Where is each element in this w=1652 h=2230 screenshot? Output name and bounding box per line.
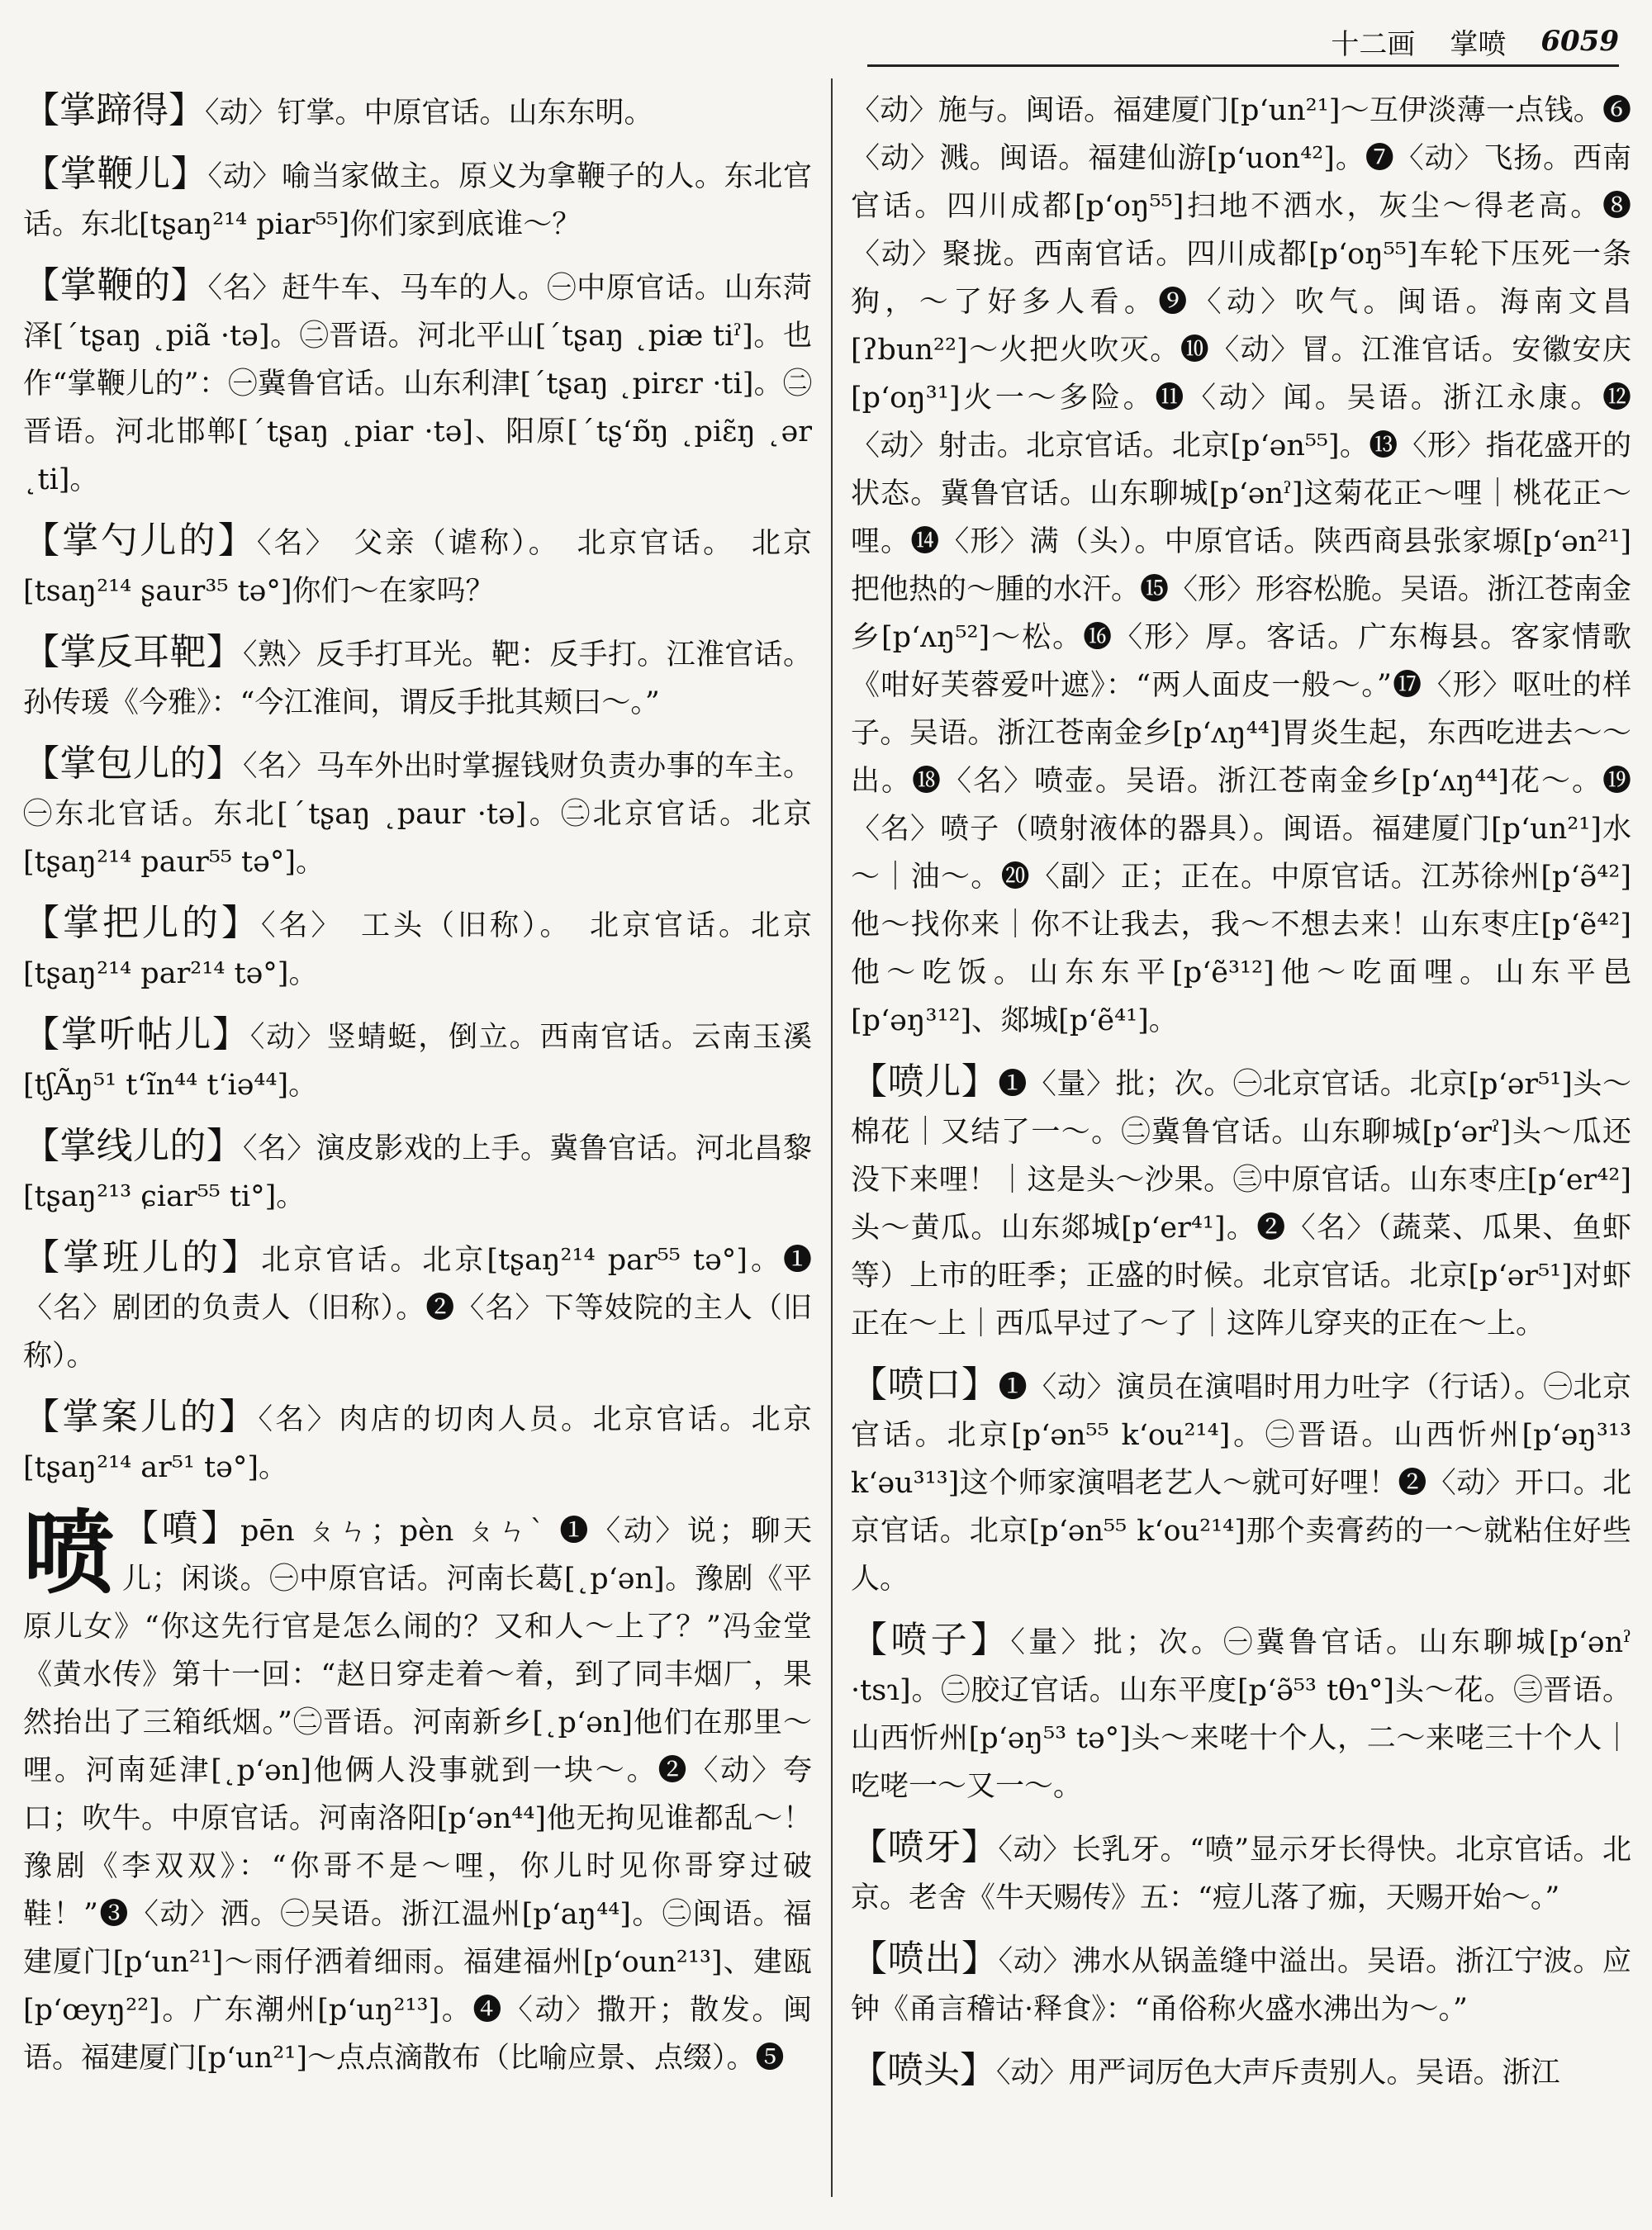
entry-body: 〈量〉批；次。㊀冀鲁官话。山东聊城[p‘ənˀ ·tsɿ]。㊁胶辽官话。山东平度[p‘ə̃⁵³ tθɿ°]头～花。㊂晋语。山西忻州[p‘əŋ⁵³ tə°]头～来咾十个人，二～来咾三十个人｜吃咾一～又一～。 bbox=[851, 1626, 1631, 1803]
entry-body: 〈动〉长乳牙。“喷”显示牙长得快。北京官话。北京。老舍《牛天赐传》五：“痘儿落了痂，天赐开始～。” bbox=[851, 1834, 1631, 1914]
dictionary-entry bbox=[23, 1122, 812, 1221]
entry-body: 〈动〉用严词厉色大声斥责别人。吴语。浙江 bbox=[996, 2057, 1560, 2090]
dictionary-entry bbox=[851, 1361, 1631, 1603]
dictionary-entry bbox=[23, 517, 812, 615]
entry-body: 〈名〉 工头（旧称）。 北京官话。北京[tʂaŋ²¹⁴ par²¹⁴ tə°]。 bbox=[23, 909, 812, 990]
entry-body: 〈熟〉反手打耳光。靶：反手打。江淮官话。孙传瑗《今雅》：“今江淮间，谓反手批其颊曰～。” bbox=[23, 638, 812, 719]
entry-headword: 【喷头】 bbox=[851, 2049, 996, 2091]
traditional-form: 【噴】 bbox=[122, 1507, 240, 1549]
entry-body: 〈动〉竖蜻蜓，倒立。西南官话。云南玉溪[tʃÃŋ⁵¹ t‘ĩn⁴⁴ t‘iə⁴⁴]。 bbox=[23, 1021, 812, 1102]
dictionary-entry bbox=[851, 1935, 1631, 2033]
left-column bbox=[23, 87, 812, 2213]
entry-headword: 【掌听帖儿】 bbox=[23, 1013, 250, 1056]
entry-headword: 【掌把儿的】 bbox=[23, 902, 261, 944]
entry-body: 〈动〉钉掌。中原官话。山东东明。 bbox=[205, 97, 653, 130]
section-label: 十二画 bbox=[1331, 27, 1416, 61]
entry-headword: 【喷子】 bbox=[851, 1619, 1011, 1661]
entry-headword: 【喷牙】 bbox=[851, 1826, 999, 1868]
entry-body: 〈动〉喻当家做主。原义为拿鞭子的人。东北官话。东北[tʂaŋ²¹⁴ piar⁵⁵]你们家到底谁～？ bbox=[23, 160, 812, 241]
header-chars: 掌喷 bbox=[1450, 27, 1507, 61]
entry-body: 〈名〉赶牛车、马车的人。㊀中原官话。山东菏泽[ˊtʂaŋ ˛piã ·tə]。㊁晋语。河北平山[ˊtʂaŋ ˛piæ tiˀ]。也作“掌鞭儿的”：㊀冀鲁官话。山东利津[ˊtʂaŋ ˛pirɛr ·ti]。㊁晋语。河北邯郸[ˊtʂaŋ ˛piar ·tə]、阳原[ˊtʂ‘ɒ̃ŋ ˛piɛ̃ŋ ˛ər ˛ti]。 bbox=[23, 272, 812, 496]
right-column bbox=[851, 87, 1631, 2213]
entry-headword: 【掌包儿的】 bbox=[23, 743, 244, 785]
dictionary-entry bbox=[851, 1616, 1631, 1810]
entry-body: pēn ㄆㄣ；pèn ㄆㄣˋ ❶〈动〉说；聊天儿；闲谈。㊀中原官话。河南长葛[˛p‘ən]。豫剧《平原儿女》“你这先行官是怎么闹的？又和人～上了？”冯金堂《黄水传》第十一回：“赵日穿走着～着，到了同丰烟厂，果然抬出了三箱纸烟。”㊁晋语。河南新乡[˛p‘ən]他们在那里～哩。河南延津[˛p‘ən]他俩人没事就到一块～。❷〈动〉夸口；吹牛。中原官话。河南洛阳[p‘ən⁴⁴]他无拘见谁都乱～！豫剧《李双双》：“你哥不是～哩，你儿时见你哥穿过破鞋！”❸〈动〉洒。㊀吴语。浙江温州[p‘aŋ⁴⁴]。㊁闽语。福建厦门[p‘un²¹]～雨仔洒着细雨。福建福州[p‘oun²¹³]、建瓯[p‘œyŋ²²]。广东潮州[p‘uŋ²¹³]。❹〈动〉撒开；散发。闽语。福建厦门[p‘un²¹]～点点滴散布（比喻应景、点缀）。❺ bbox=[23, 1515, 812, 2075]
entry-body: 〈名〉马车外出时掌握钱财负责办事的车主。㊀东北官话。东北[ˊtʂaŋ ˛paur ·tə]。㊁北京官话。北京[tʂaŋ²¹⁴ paur⁵⁵ tə°]。 bbox=[23, 750, 812, 879]
running-header bbox=[867, 18, 1619, 67]
dictionary-entry bbox=[23, 1234, 812, 1380]
entry-body: ❶〈动〉演员在演唱时用力吐字（行话）。㊀北京官话。北京[p‘ən⁵⁵ k‘ou²¹⁴]。㊁晋语。山西忻州[p‘əŋ³¹³ k‘əu³¹³]这个师家演唱老艺人～就可好哩！❷〈动〉开口。北京官话。北京[p‘ən⁵⁵ k‘ou²¹⁴]那个卖膏药的一～就粘住好些人。 bbox=[851, 1371, 1631, 1596]
entry-body: 〈名〉 父亲（谑称）。 北京官话。 北京[tsaŋ²¹⁴ ʂaur³⁵ tə°]你们～在家吗？ bbox=[23, 527, 812, 608]
entry-headword: 【掌班儿的】 bbox=[23, 1236, 262, 1279]
entry-headword: 【掌案儿的】 bbox=[23, 1396, 259, 1438]
entry-headword: 【掌勺儿的】 bbox=[23, 520, 257, 562]
entry-headword: 【掌线儿的】 bbox=[23, 1125, 244, 1167]
dictionary-entry bbox=[851, 1824, 1631, 1922]
entry-headword: 【喷出】 bbox=[851, 1938, 999, 1980]
column-divider bbox=[831, 78, 833, 2197]
entry-headword: 【喷口】 bbox=[851, 1364, 999, 1406]
entry-body: 〈动〉沸水从锅盖缝中溢出。吴语。浙江宁波。应钟《甬言稽诂·释食》：“甬俗称火盛水沸出为～。” bbox=[851, 1945, 1631, 2026]
main-character-entry bbox=[23, 1501, 812, 2082]
dictionary-entry bbox=[23, 1393, 812, 1492]
entry-body: 〈名〉演皮影戏的上手。冀鲁官话。河北昌黎[tʂaŋ²¹³ ɕiar⁵⁵ ti°]。 bbox=[23, 1132, 812, 1213]
entry-body: 北京官话。北京[tʂaŋ²¹⁴ par⁵⁵ tə°]。❶〈名〉剧团的负责人（旧称）。❷〈名〉下等妓院的主人（旧称）。 bbox=[23, 1244, 812, 1373]
dictionary-entry bbox=[23, 87, 812, 137]
entry-headword: 【掌鞭儿】 bbox=[23, 153, 208, 195]
entry-headword: 【喷儿】 bbox=[851, 1060, 999, 1103]
dictionary-entry bbox=[23, 899, 812, 998]
dictionary-entry bbox=[23, 629, 812, 727]
dictionary-entry bbox=[851, 1058, 1631, 1348]
page-number: 6059 bbox=[1540, 25, 1619, 58]
entry-body: ❶〈量〉批；次。㊀北京官话。北京[p‘ər⁵¹]头～棉花｜又结了一～。㊁冀鲁官话。山东聊城[p‘ərˀ]头～瓜还没下来哩！｜这是头～沙果。㊂中原官话。山东枣庄[p‘er⁴²]头～黄瓜。山东郯城[p‘er⁴¹]。❷〈名〉（蔬菜、瓜果、鱼虾等）上市的旺季；正盛的时候。北京官话。北京[p‘ər⁵¹]对虾正在～上｜西瓜早过了～了｜这阵儿穿夹的正在～上。 bbox=[851, 1068, 1632, 1340]
continued-entry-body: 〈动〉施与。闽语。福建厦门[p‘un²¹]～互伊淡薄一点钱。❻〈动〉溅。闽语。福建仙游[p‘uon⁴²]。❼〈动〉飞扬。西南官话。四川成都[p‘oŋ⁵⁵]扫地不洒水，灰尘～得老高。❽〈动〉聚拢。西南官话。四川成都[p‘oŋ⁵⁵]车轮下压死一条狗，～了好多人看。❾〈动〉吹气。闽语。海南文昌[ʔbun²²]～火把火吹灭。❿〈动〉冒。江淮官话。安徽安庆[p‘oŋ³¹]火一～多险。⓫〈动〉闻。吴语。浙江永康。⓬〈动〉射击。北京官话。北京[p‘ən⁵⁵]。⓭〈形〉指花盛开的状态。冀鲁官话。山东聊城[p‘ənˀ]这菊花正～哩｜桃花正～哩。⓮〈形〉满（头）。中原官话。陕西商县张家塬[p‘ən²¹]把他热的～腫的水汗。⓯〈形〉形容松脆。吴语。浙江苍南金乡[p‘ʌŋ⁵²]～松。⓰〈形〉厚。客话。广东梅县。客家情歌《咁好芙蓉爱叶遮》：“两人面皮一般～。”⓱〈形〉呕吐的样子。吴语。浙江苍南金乡[p‘ʌŋ⁴⁴]胃炎生起，东西吃进去～～出。⓲〈名〉喷壶。吴语。浙江苍南金乡[p‘ʌŋ⁴⁴]花～。⓳〈名〉喷子（喷射液体的器具）。闽语。福建厦门[p‘un²¹]水～｜油～。⓴〈副〉正；正在。中原官话。江苏徐州[p‘ə̃⁴²]他～找你来｜你不让我去，我～不想去来！山东枣庄[p‘ẽ⁴²]他～吃饭。山东东平[p‘ẽ³¹²]他～吃面哩。山东平邑[p‘əŋ³¹²]、郯城[p‘ẽ⁴¹]。 bbox=[851, 94, 1632, 1037]
entry-headword: 【掌反耳靶】 bbox=[23, 631, 244, 673]
dictionary-entry bbox=[23, 262, 812, 504]
dictionary-entry bbox=[851, 2047, 1631, 2097]
entry-headword: 【掌蹄得】 bbox=[23, 89, 205, 131]
dictionary-entry bbox=[23, 1011, 812, 1109]
entry-headword: 【掌鞭的】 bbox=[23, 264, 208, 306]
dictionary-entry bbox=[23, 150, 812, 249]
dictionary-entry bbox=[23, 740, 812, 886]
entry-body: 〈名〉肉店的切肉人员。北京官话。北京[tʂaŋ²¹⁴ ar⁵¹ tə°]。 bbox=[23, 1403, 812, 1484]
main-character: 喷 bbox=[23, 1501, 114, 1606]
